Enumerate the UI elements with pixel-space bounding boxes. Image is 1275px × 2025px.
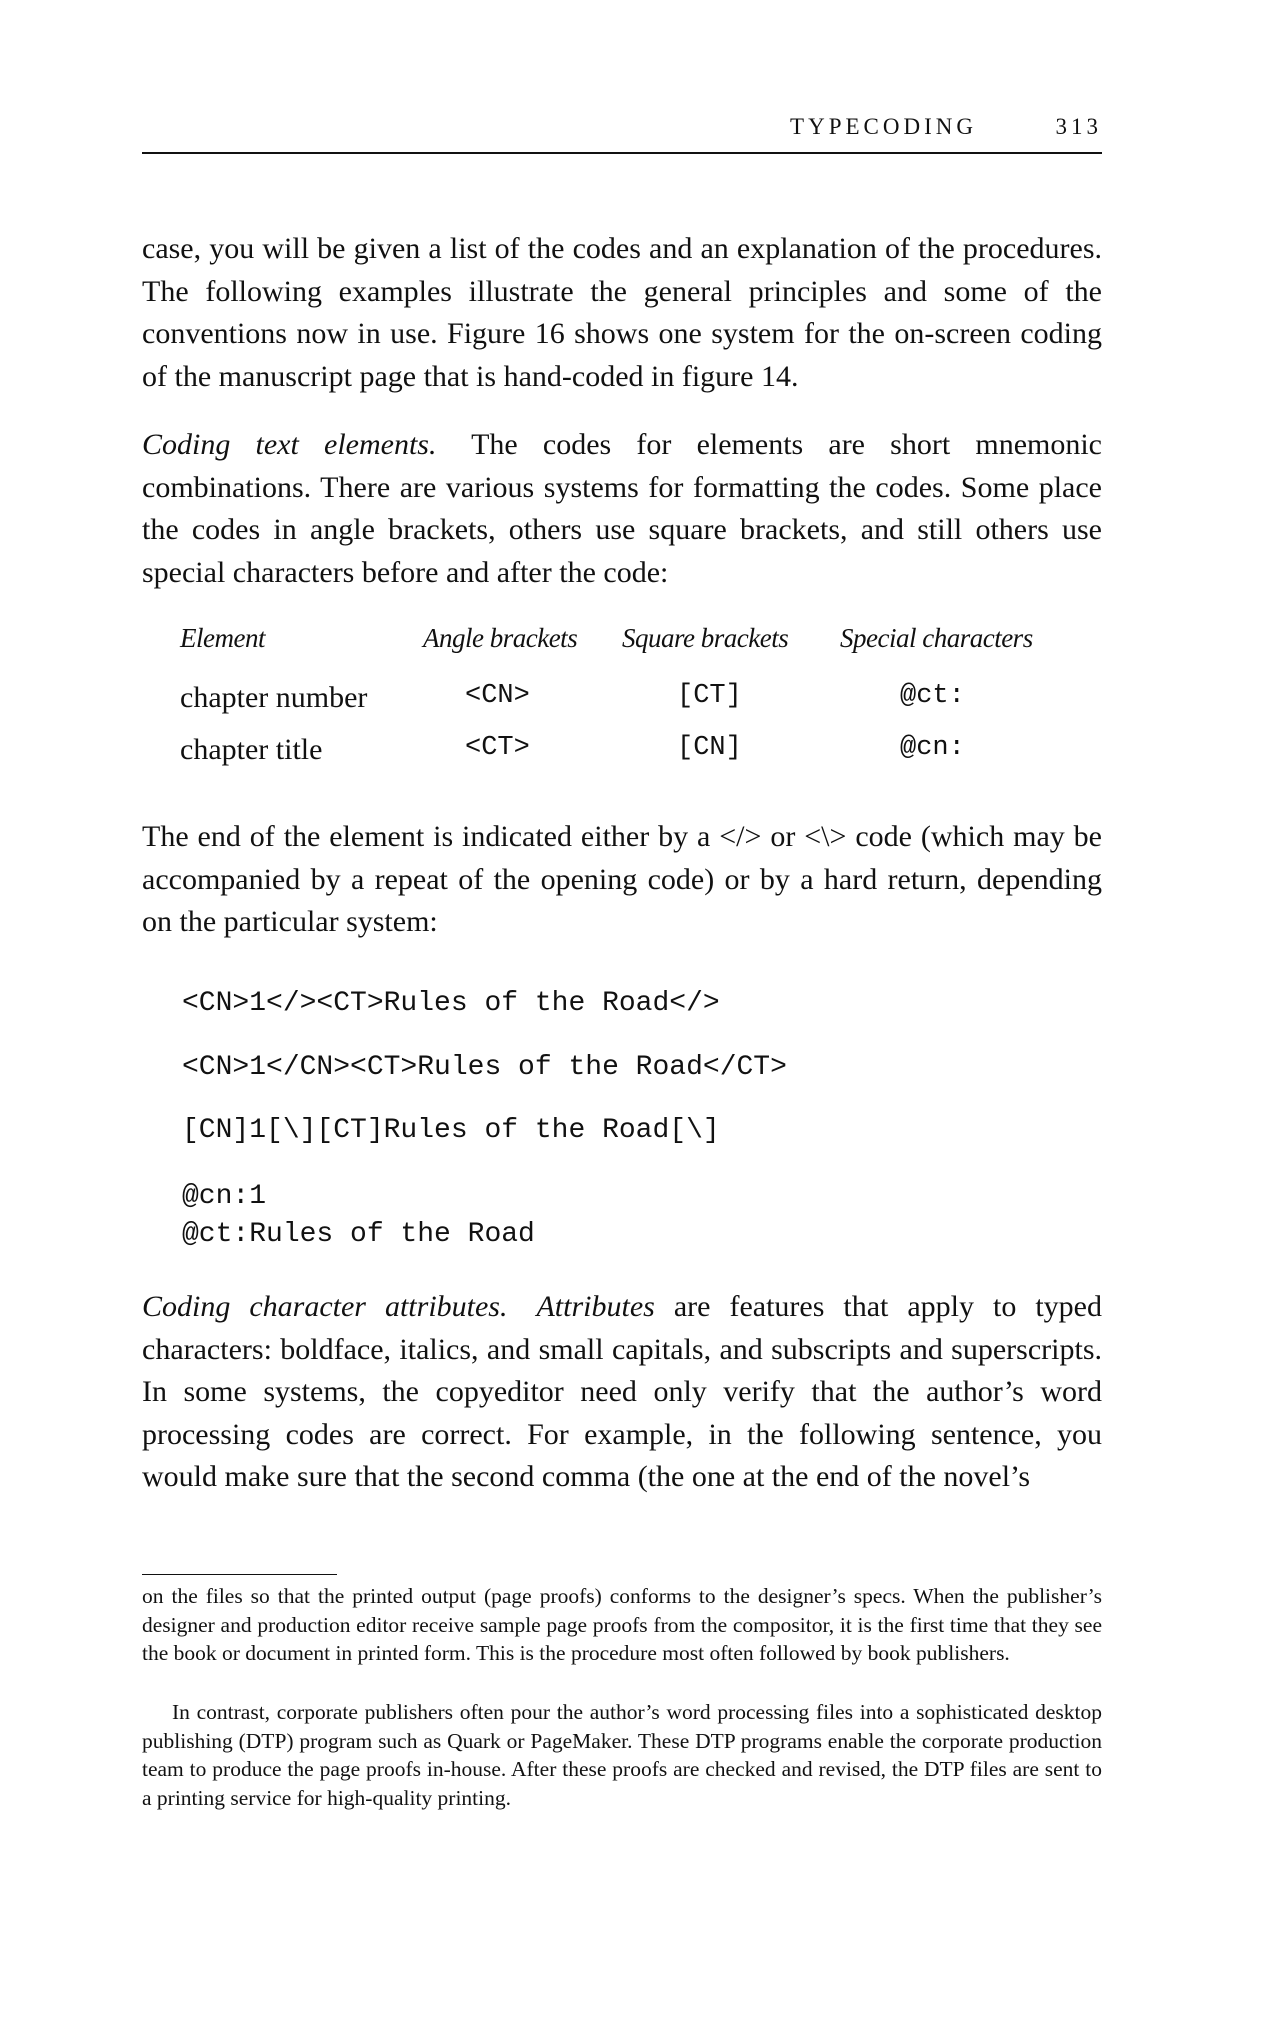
table-header-square-brackets: Square brackets: [622, 623, 789, 653]
footnote-paragraph-1: on the files so that the printed output (page proofs) conforms to the designer’s specs. When the publisher’s designer and production editor receive sample page proofs from the compositor, it is the first time that they see the book or document in printed form. This is the procedure most often followed by book publishers.: [142, 1584, 1102, 1665]
paragraph-character-attributes: [142, 1286, 1102, 1499]
table-header-angle-brackets: Angle brackets: [423, 623, 578, 653]
run-in-heading-character-attributes: Coding character attributes.: [142, 1290, 508, 1323]
footnote-rule: [142, 1574, 337, 1575]
paragraph-intro: [142, 228, 1102, 398]
table-cell-square: [CN]: [677, 733, 742, 763]
code-format-table: [180, 623, 1060, 779]
paragraph-coding-text-elements: [142, 424, 1102, 594]
code-example-2: <CN>1</CN><CT>Rules of the Road</CT>: [182, 1052, 787, 1083]
code-example-3: [CN]1[\][CT]Rules of the Road[\]: [182, 1115, 720, 1146]
paragraph-character-attributes-body: are features that apply to typed characters: boldface, italics, and small capitals, and subscripts and superscripts. In some systems, the copyeditor need only verify that the author’s word processing codes are correct. For example, in the following sentence, you would make sure that the second comma (the one at the end of the novel’s: [142, 1290, 1102, 1493]
table-row: [180, 675, 1060, 727]
running-head: [142, 110, 1102, 150]
table-cell-square: [CT]: [677, 681, 742, 711]
table-cell-element: chapter number: [180, 681, 368, 714]
term-attributes: Attributes: [536, 1290, 655, 1323]
code-example-1: <CN>1</><CT>Rules of the Road</>: [182, 988, 720, 1019]
page-number: 313: [1055, 114, 1102, 139]
code-example-4-line-2: @ct:Rules of the Road: [182, 1219, 535, 1250]
paragraph-end-of-element: [142, 816, 1102, 944]
run-in-heading-text-elements: Coding text elements.: [142, 428, 437, 461]
table-cell-special: @ct:: [900, 681, 965, 711]
table-header-element: Element: [180, 623, 265, 653]
table-row: [180, 727, 1060, 779]
running-head-title: TYPECODING: [790, 114, 977, 139]
table-cell-special: @cn:: [900, 733, 965, 763]
paragraph-coding-text-elements-body: The codes for elements are short mnemonic combinations. There are various systems for formatting the codes. Some place the codes in angle brackets, others use square brackets, and still others use special characters before and after the code:: [142, 428, 1102, 589]
table-header-row: [180, 623, 1060, 675]
footnote-paragraph-2: In contrast, corporate publishers often pour the author’s word processing files into a sophisticated desktop publishing (DTP) program such as Quark or PageMaker. These DTP programs enable the corporate production team to produce the page proofs in-house. After these proofs are checked and revised, the DTP files are sent to a printing service for high-quality printing.: [142, 1700, 1102, 1810]
header-rule: [142, 152, 1102, 154]
table-cell-angle: <CT>: [465, 733, 530, 763]
table-header-special-characters: Special characters: [840, 623, 1033, 653]
paragraph-intro-text: case, you will be given a list of the codes and an explanation of the procedures. The following examples illustrate the general principles and some of the conventions now in use. Figure 16 shows one system for the on-screen coding of the manuscript page that is hand-coded in figure 14.: [142, 232, 1102, 393]
code-example-4-line-1: @cn:1: [182, 1181, 267, 1212]
table-cell-angle: <CN>: [465, 681, 530, 711]
paragraph-end-of-element-text: The end of the element is indicated either by a </> or <\> code (which may be accompanied by a repeat of the opening code) or by a hard return, depending on the particular system:: [142, 820, 1102, 938]
table-cell-element: chapter title: [180, 733, 323, 766]
